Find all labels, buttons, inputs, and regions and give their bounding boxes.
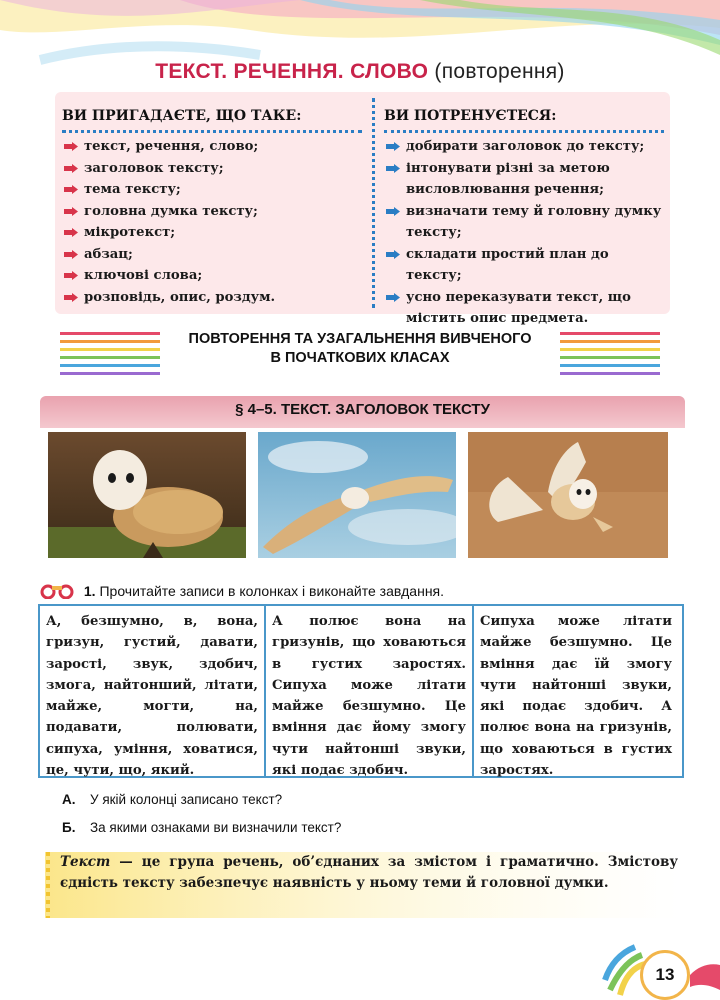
arrow-bullet-icon <box>64 271 78 280</box>
remember-heading: ВИ ПРИГАДАЄТЕ, ЩО ТАКЕ: <box>62 108 302 124</box>
practice-heading: ВИ ПОТРЕНУЄТЕСЯ: <box>384 108 557 124</box>
list-item: складати простий план до тексту; <box>384 244 666 287</box>
list-item: абзац; <box>62 244 367 266</box>
list-item: ключові слова; <box>62 265 367 287</box>
question-a: А. У якій колонці записано текст? <box>62 792 283 807</box>
question-label: А. <box>62 792 76 807</box>
list-item: інтонувати різні за метою висловлювання речення; <box>384 158 666 201</box>
arrow-bullet-icon <box>64 228 78 237</box>
practice-heading-dots <box>384 130 664 133</box>
list-item: розповідь, опис, роздум. <box>62 287 367 309</box>
arrow-bullet-icon <box>386 293 400 302</box>
owl-photo-2 <box>258 432 456 558</box>
page-number: 13 <box>640 950 690 1000</box>
list-item: заголовок тексту; <box>62 158 367 180</box>
question-b: Б. За якими ознаками ви визначили текст? <box>62 820 342 835</box>
arrow-bullet-icon <box>64 142 78 151</box>
arrow-bullet-icon <box>386 250 400 259</box>
task-line <box>40 583 444 599</box>
columns-table <box>38 604 684 778</box>
arrow-bullet-icon <box>386 207 400 216</box>
arrow-bullet-icon <box>64 185 78 194</box>
list-item: тема тексту; <box>62 179 367 201</box>
practice-list <box>384 136 666 330</box>
definition-text: Текст — це група речень, об’єднаних за змістом і граматично. Змістову єдність тексту забезпечує наявність у ньому теми й головної думки. <box>60 854 678 891</box>
list-item: мікротекст; <box>62 222 367 244</box>
arrow-bullet-icon <box>64 207 78 216</box>
section-title: § 4–5. ТЕКСТ. ЗАГОЛОВОК ТЕКСТУ <box>235 401 490 418</box>
remember-heading-dots <box>62 130 362 133</box>
binoculars-icon <box>40 583 74 599</box>
arrow-bullet-icon <box>386 164 400 173</box>
column-2: А полює вона на гризунів, що ховаються в густих заростях. Сипуха може літати майже безшумно. Це вміння дає йому змогу чути найтонші звуки, які подає здобич. <box>266 606 474 776</box>
question-label: Б. <box>62 820 76 835</box>
definition-term: Текст <box>60 854 111 870</box>
list-item: текст, речення, слово; <box>62 136 367 158</box>
arrow-bullet-icon <box>64 293 78 302</box>
task-text: Прочитайте записи в колонках і виконайте завдання. <box>99 583 445 599</box>
list-item: визначати тему й головну думку тексту; <box>384 201 666 244</box>
column-3: Сипуха може літати майже безшумно. Це вміння дає їй змогу чути найтонші звуки, які подає здобич. А полює вона на гризунів, що ховаються в густих заростях. <box>480 614 672 779</box>
review-banner: ПОВТОРЕННЯ ТА УЗАГАЛЬНЕННЯ ВИВЧЕНОГО В ПОЧАТКОВИХ КЛАСАХ <box>188 331 532 366</box>
objectives-divider <box>372 98 375 308</box>
list-item: усно переказувати текст, що містить опис предмета. <box>384 287 666 330</box>
page-title: ТЕКСТ. РЕЧЕННЯ. СЛОВО (повторення) <box>155 60 565 83</box>
column-1: А, безшумно, в, вона, гризун, густий, давати, зарості, звук, здобич, змога, найтонший, літати, майже, могти, на, подавати, полювати, сипуха, уміння, ховатися, це, чути, що, який. <box>40 606 266 776</box>
list-item: головна думка тексту; <box>62 201 367 223</box>
task-number: 1. <box>83 583 96 599</box>
arrow-bullet-icon <box>386 142 400 151</box>
arrow-bullet-icon <box>64 250 78 259</box>
remember-list <box>62 136 367 308</box>
owl-photo-3 <box>468 432 668 558</box>
arrow-bullet-icon <box>64 164 78 173</box>
owl-photo-1 <box>48 432 246 558</box>
list-item: добирати заголовок до тексту; <box>384 136 666 158</box>
